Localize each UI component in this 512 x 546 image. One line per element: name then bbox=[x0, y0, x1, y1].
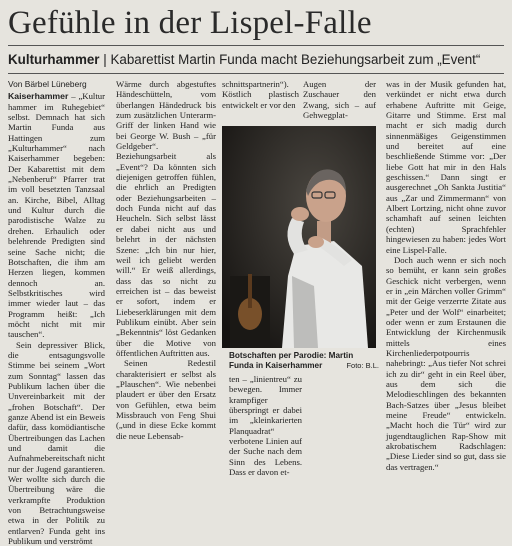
column-4-paragraph-2: Doch auch wenn er sich noch so bemüht, er kann sein großes Geschick nicht verbergen, wenn er in „ein Märchen voller Grimm“ mit der Geige verzerrte Zitate aus „Peter und der Wolf“ einarbeitet; oder wenn er zum Erstaunen die Entwicklung der Kirchenmusik mittels eines Kirchenliederpotpourris nahebringt: „Aus tiefer Not schrei ich zu dir“ geht in ein Reel über, aus dem sich die Melodieschlingen des bekannten Bach-Satzes über „Jesus bleibet meine Freude“ entwickeln. „Macht hoch die Tür“ wird zur jugendtauglichen Rap-Show mit akrobatischem Radschlagen: „Diese Lieder sind so gut, dass sie das vertragen.“ bbox=[386, 254, 506, 472]
performer-photo-illustration bbox=[222, 126, 376, 348]
subhead-text: Kabarettist Martin Funda macht Beziehungsarbeit zum „Event“ bbox=[110, 52, 481, 67]
column-2-paragraph-1: Wärme durch abgestuftes Händeschütteln, vom überlangen Händedruck bis zum zusätzlichen Unterarm-Griff der linken Hand wie bei George W. Bush – „für Geldgeber“. Beziehungsarbeit als „Event“? Da könnten sich diejenigen getroffen fühlen, die ehrlich an Predigten oder Beziehungsarbeiten – doch Funda nicht auf das Heucheln. Sich selbst lässt er dabei nicht aus und belehrt in der nächsten Szene: „Ich bin nur hier, weil ich geliebt werden will.“ Er weiß allerdings, dass das so nicht zu erreichen ist – das beweist er sofort, indem er Liebeserklärungen mit dem Publikum einübt. Aber sein „Bekenntnis“ löst Gedanken über die Motive von öffentlichen Auftritten aus. bbox=[116, 79, 216, 358]
column-1-text-1: – „Kultur hammer im Ruhegebiet“ selbst. Demnach hat sich Martin Funda aus Hattingen zum „Kulturhammer“ nach Kaiserhammer begeben: Der Kabarettist mit dem „Nebenberuf“ Pfarrer trat im voll besetzten Tanzsaal an. Kirche, Bibel, Alltag und Kultur durch die parodistische Walze zu drehen. Erhaulich oder belehrende Predigten sind seine Sache nicht; die Botschaften, die ihm am Herzen liegen, kommen dennoch an. Selbstkritisches wird immer wieder laut – das Programm heißt: „Ich möcht nicht mit mir tauschen“. bbox=[8, 91, 105, 340]
headline: Gefühle in der Lispel-Falle bbox=[8, 5, 372, 41]
column-4 bbox=[386, 79, 506, 472]
headline-rule bbox=[8, 45, 504, 46]
subhead-rule bbox=[8, 73, 504, 74]
column-3-top-left bbox=[222, 79, 299, 121]
column-1 bbox=[8, 79, 105, 546]
column-4-paragraph-1: was in der Musik gefunden hat, verkündet er nicht etwa durch erhabene Auftritte mit Geige, Gitarre und Stimme. Erst mal macht er sich madig durch sinnenmäßiges Geigenstimmen und bereitet auf eine beschließende Stimme vor: „Der liebe Gott hat mir in den Hals geschissen.“ Dann singt er ausgerechnet „Oh Sankta Justitia“ aus „Zar und Zimmermann“ von Albert Lortzing, nicht ohne zuvor schamhaft auf seinen leichten (echten) Sprachfehler hingewiesen zu haben: jedes Wort eine Lispel-Falle. bbox=[386, 79, 506, 255]
column-2 bbox=[116, 79, 216, 445]
dateline: Kaiserhammer bbox=[8, 91, 69, 102]
article-photo bbox=[222, 126, 376, 348]
subhead-separator: | bbox=[99, 52, 111, 67]
section-name: Kulturhammer bbox=[8, 52, 100, 67]
photo-credit: Foto: B.L. bbox=[346, 361, 379, 370]
subhead bbox=[8, 51, 508, 68]
column-3-bottom-text: ten – „linientreu“ zu bewegen. Immer krampfiger überspringt er dabei im „kleinkarierten Planquadrat“ verbotene Linien auf der Suche nach dem Sinn des Lebens. Dass er davon et- bbox=[229, 374, 302, 478]
byline: Von Bärbel Lüneberg bbox=[8, 79, 87, 89]
column-3-top-right-text: Augen der Zuschauer den Zwang, sich – auf Gehwegplat- bbox=[303, 79, 376, 121]
column-1-paragraph-2: Sein depressiver Blick, die entsagungsvolle Stimme bei seinem „Wort zum Sonntag“ lassen das Publikum lachen über die Unvereinbarkeit mit der „frohen Botschaft“. Der ganze Abend ist ein Beweis dafür, dass komödiantische Übertreibungen das Lachen und damit die Aufnahmebereitschaft nicht nur der Jugend garantieren. Wer wollte sich durch die Übertreibung wäre die verkrampfte Produktion von Betrachtungsweise etwa in der Politik zu entlarven? Funda geht ins Publikum und verströmt bbox=[8, 339, 105, 546]
caption-text: Botschaften per Parodie: Martin Funda in Kaiserhammer bbox=[229, 351, 354, 370]
photo-caption bbox=[229, 351, 379, 371]
column-3-top-right bbox=[303, 79, 376, 121]
column-2-paragraph-2: Seinen Redestil charakterisiert er selbst als „Plauschen“. Wie nebenbei plaudert er über den Ersatz von Gefühlen, etwa beim Missbrauch von Feng Shui („und in diese Ecke kommt die neue Lebensab- bbox=[116, 358, 216, 441]
column-3-top-left-text: schnittspartnerin“). Köstlich plastisch entwickelt er vor den bbox=[222, 79, 299, 110]
column-1-paragraph-1 bbox=[8, 91, 105, 339]
column-3-bottom-left bbox=[229, 374, 302, 478]
